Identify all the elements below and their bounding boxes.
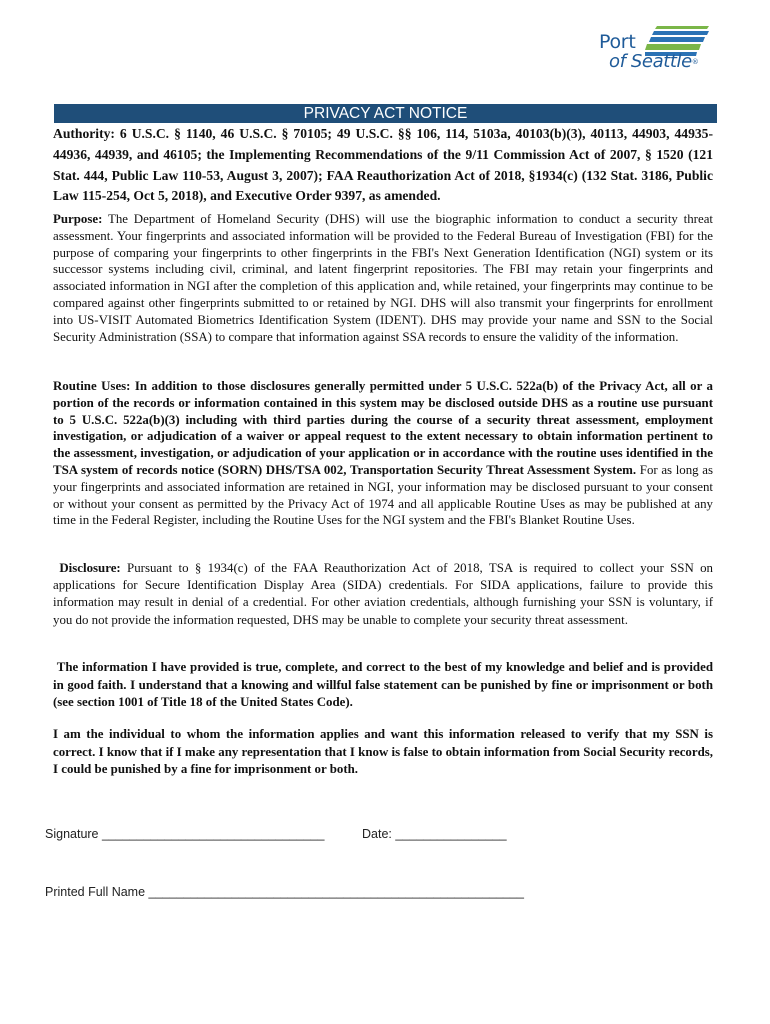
routine-uses-paragraph bbox=[53, 378, 713, 529]
truthfulness-statement bbox=[53, 659, 713, 712]
logo-trademark: ® bbox=[691, 58, 699, 66]
purpose-paragraph bbox=[53, 211, 713, 345]
ssn-release-statement: I am the individual to whom the information applies and want this information released to verify that my SSN is correct. I know that if I make any representation that I know is false to obtain information from Social Security records, I could be punished by a fine for imprisonment or both. bbox=[53, 727, 713, 776]
printed-name-field[interactable]: Printed Full Name ______________________________________________________ bbox=[45, 885, 524, 899]
authority-paragraph: Authority: 6 U.S.C. § 1140, 46 U.S.C. § 70105; 49 U.S.C. §§ 106, 114, 5103a, 40103(b)(3), 40113, 44903, 44935-44936, 44939, and 46105; the Implementing Recommendations of the 9/11 Commission Act of 2007, § 1520 (121 Stat. 444, Public Law 110-53, August 3, 2007); FAA Reauthorization Act of 2018, §1934(c) (132 Stat. 3186, Public Law 115-254, Oct 5, 2018), and Executive Order 9397, as amended. bbox=[53, 126, 713, 204]
purpose-text: The Department of Homeland Security (DHS) will use the biographic information to conduct a security threat assessment. Your fingerprints and associated information will be provided to the Federal Bureau of Investigation (FBI) for the purpose of comparing your fingerprints to other fingerprints in the FBI's Next Generation Identification (NGI) system or its successor systems including civil, criminal, and latent fingerprint repositories. The FBI may retain your fingerprints and associated information in NGI after the completion of this application and, while retained, your fingerprints may continue to be compared against other fingerprints submitted to or retained by NGI. DHS will also transmit your fingerprints for enrollment into US-VISIT Automated Biometrics Identification System (IDENT). DHS may provide your name and SSN to the Social Security Administration (SSA) to compare that information against SSA records to ensure the validity of the information. bbox=[53, 212, 713, 344]
signature-field[interactable]: Signature ________________________________ bbox=[45, 827, 325, 841]
port-of-seattle-logo bbox=[596, 24, 716, 76]
date-field[interactable]: Date: ________________ bbox=[362, 827, 507, 841]
purpose-label: Purpose: bbox=[53, 212, 103, 226]
truthfulness-statement-text: The information I have provided is true, complete, and correct to the best of my knowledge and belief and is provided in good faith. I understand that a knowing and willful false statement can be punished by fine or imprisonment or both (see section 1001 of Title 18 of the United States Code). bbox=[53, 660, 713, 709]
logo-port-text: Port bbox=[599, 31, 636, 53]
routine-uses-text: For as long as your fingerprints and associated information are retained in NGI, your information may be disclosed pursuant to your consent or without your consent as permitted by the Privacy Act of 1974 and all applicable Routine Uses as may be published at any time in the Federal Register, including the Routine Uses for the NGI system and the FBI's Blanket Routine Uses. bbox=[53, 462, 713, 528]
disclosure-text: Pursuant to § 1934(c) of the FAA Reauthorization Act of 2018, TSA is required to collect your SSN on applications for Secure Identification Display Area (SIDA) credentials. For SIDA applications, failure to provide this information may result in denial of a credential. For other aviation credentials, although furnishing your SSN is voluntary, if you do not provide the information requested, DHS may be unable to complete your security threat assessment. bbox=[53, 561, 714, 627]
logo-seattle-word: of Seattle bbox=[609, 51, 692, 72]
disclosure-label: Disclosure: bbox=[59, 561, 121, 575]
logo-seattle-text bbox=[609, 52, 698, 72]
privacy-act-notice-title: PRIVACY ACT NOTICE bbox=[54, 104, 717, 123]
disclosure-paragraph bbox=[53, 560, 713, 629]
routine-uses-bold-text: Routine Uses: In addition to those disclosures generally permitted under 5 U.S.C. 522a(b) of the Privacy Act, all or a portion of the records or information contained in this system may be disclosed outside DHS as a routine use pursuant to 5 U.S.C. 522a(b)(3) including with third parties during the course of a security threat assessment, employment investigation, or adjudication of a waiver or appeal request to the extent necessary to obtain information pertinent to the assessment, investigation, or adjudication of your application or in accordance with the routine uses identified in the TSA system of records notice (SORN) DHS/TSA 002, Transportation Security Threat Assessment System. bbox=[53, 379, 713, 477]
